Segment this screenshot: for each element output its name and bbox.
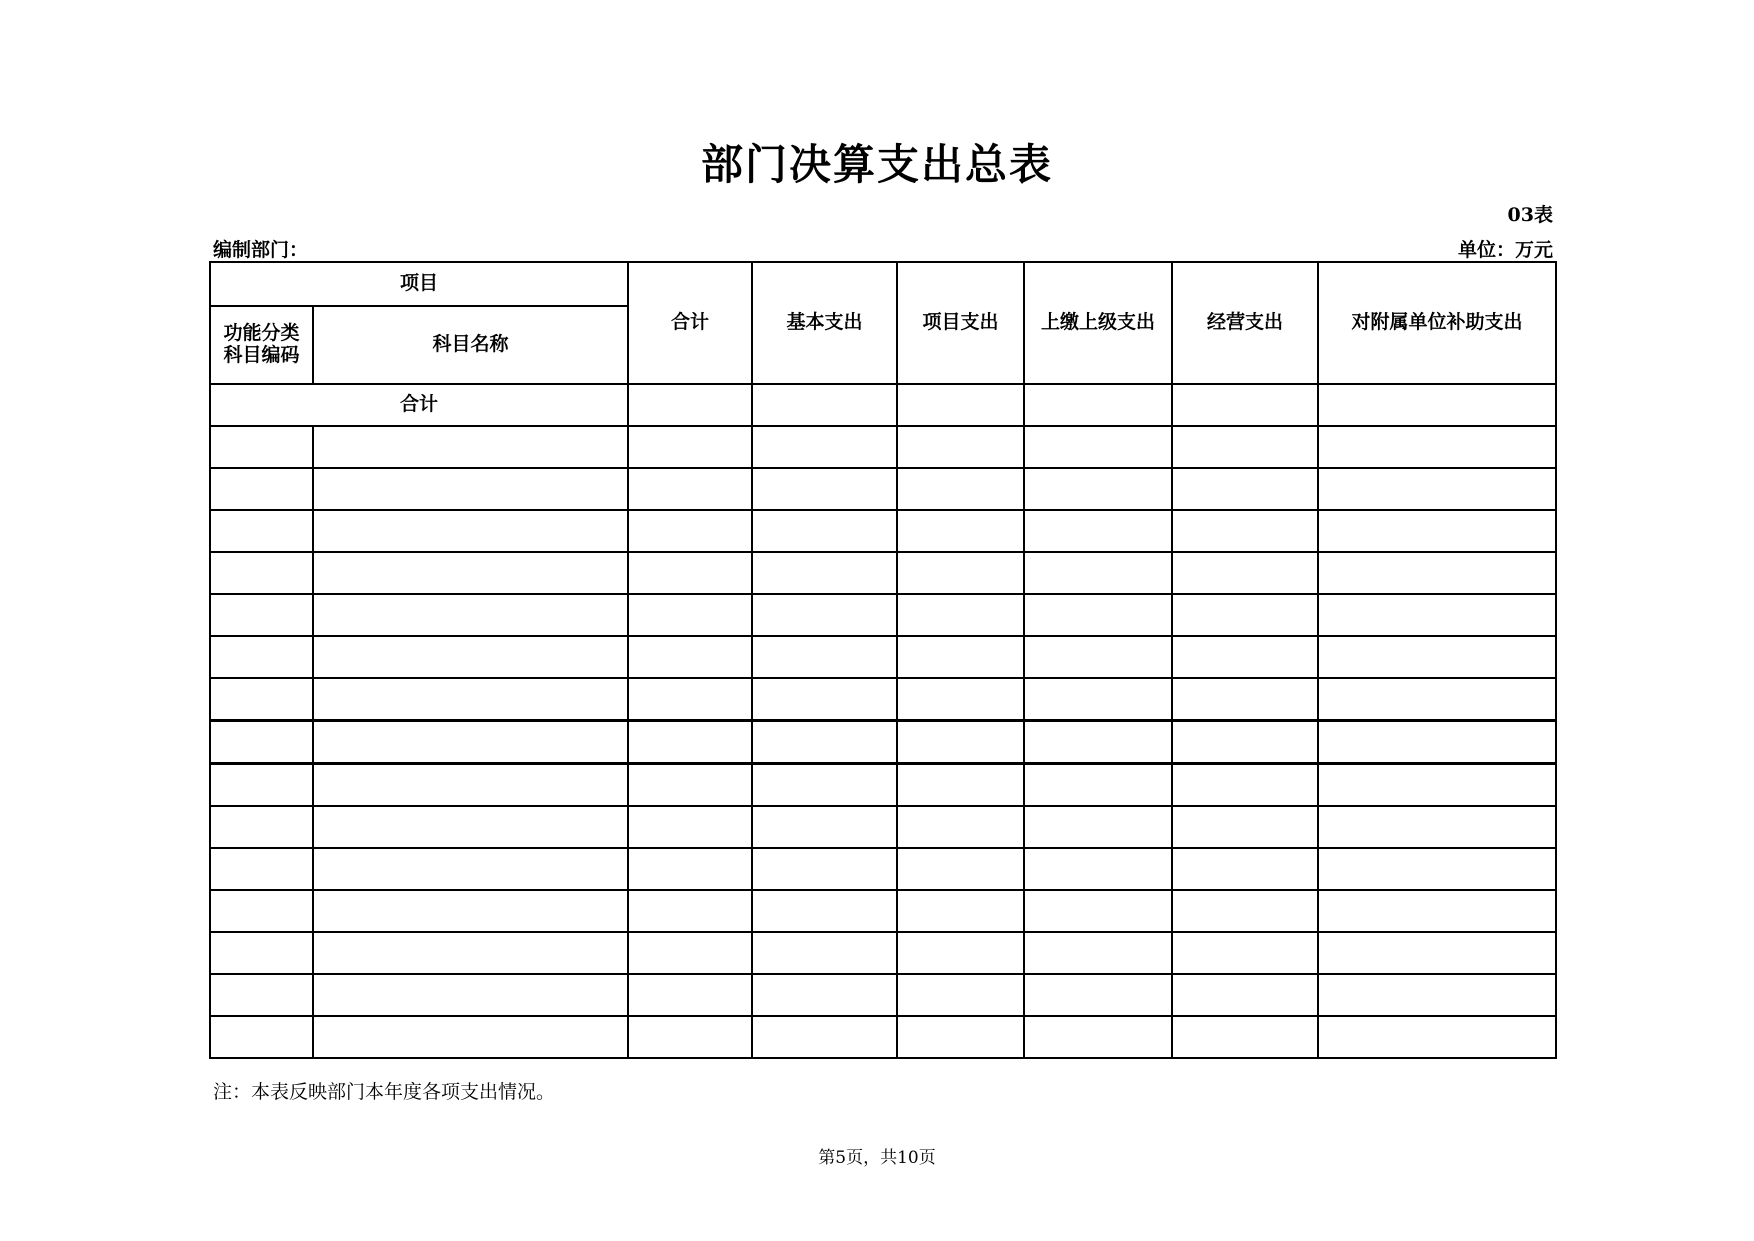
header-col-project: 项目支出 [897,262,1024,384]
row-value-cell [628,1016,752,1058]
expenditure-table [209,261,1557,1059]
row-value-cell [1024,510,1172,552]
row-value-cell [752,426,897,468]
row-value-cell [1172,594,1318,636]
row-code-cell [210,678,313,721]
row-value-cell [897,594,1024,636]
row-value-cell [1172,678,1318,721]
header-col-basic: 基本支出 [752,262,897,384]
row-value-cell [1024,1016,1172,1058]
row-value-cell [897,974,1024,1016]
row-value-cell [897,552,1024,594]
row-value-cell [628,636,752,678]
row-value-cell [1024,806,1172,848]
row-value-cell [1172,806,1318,848]
row-value-cell [1172,552,1318,594]
row-code-cell [210,636,313,678]
row-name-cell [313,1016,628,1058]
row-code-cell [210,764,313,807]
row-name-cell [313,552,628,594]
row-value-cell [752,974,897,1016]
row-value-cell [1024,848,1172,890]
row-value-cell [628,678,752,721]
row-value-cell [1024,678,1172,721]
row-value-cell [752,848,897,890]
row-name-cell [313,678,628,721]
row-value-cell [1024,468,1172,510]
row-code-cell [210,510,313,552]
row-value-cell [1318,721,1556,764]
form-number: 03表 [1507,204,1553,226]
table-row [210,426,1556,468]
row-value-cell [752,510,897,552]
row-name-cell [313,806,628,848]
row-value-cell [752,806,897,848]
row-value-cell [1172,848,1318,890]
row-value-cell [897,426,1024,468]
row-value-cell [897,721,1024,764]
row-name-cell [313,510,628,552]
row-value-cell [1172,932,1318,974]
row-value-cell [1318,848,1556,890]
total-cell [1172,384,1318,426]
row-value-cell [1318,594,1556,636]
row-value-cell [1172,468,1318,510]
row-value-cell [1318,636,1556,678]
total-cell [752,384,897,426]
row-value-cell [1318,890,1556,932]
row-code-cell [210,721,313,764]
row-value-cell [752,932,897,974]
row-value-cell [752,890,897,932]
header-col-remit: 上缴上级支出 [1024,262,1172,384]
row-value-cell [1172,974,1318,1016]
row-value-cell [1318,974,1556,1016]
row-value-cell [897,806,1024,848]
total-cell [1318,384,1556,426]
row-value-cell [628,848,752,890]
org-label: 编制部门： [213,239,309,261]
row-value-cell [1172,1016,1318,1058]
total-cell [628,384,752,426]
row-value-cell [897,636,1024,678]
header-col-total: 合计 [628,262,752,384]
table-row [210,974,1556,1016]
row-name-cell [313,890,628,932]
row-value-cell [1172,636,1318,678]
row-value-cell [628,510,752,552]
row-value-cell [1172,890,1318,932]
row-value-cell [1318,1016,1556,1058]
table-row [210,721,1556,764]
table-row [210,594,1556,636]
row-value-cell [1172,426,1318,468]
row-value-cell [1318,678,1556,721]
row-value-cell [752,764,897,807]
table-row [210,890,1556,932]
page-footer: 第5页，共10页 [818,1148,936,1168]
row-value-cell [628,468,752,510]
row-value-cell [897,468,1024,510]
row-value-cell [897,932,1024,974]
row-name-cell [313,426,628,468]
row-value-cell [628,764,752,807]
header-code: 功能分类科目编码 [210,306,313,384]
row-value-cell [628,426,752,468]
row-value-cell [1024,552,1172,594]
row-value-cell [628,552,752,594]
row-value-cell [1172,764,1318,807]
row-code-cell [210,552,313,594]
header-project: 项目 [210,262,628,306]
row-value-cell [1318,468,1556,510]
row-code-cell [210,848,313,890]
table-row [210,468,1556,510]
row-code-cell [210,974,313,1016]
row-value-cell [1024,721,1172,764]
row-value-cell [752,468,897,510]
row-value-cell [1318,806,1556,848]
header-col-subsidy: 对附属单位补助支出 [1318,262,1556,384]
row-value-cell [628,932,752,974]
total-cell [1024,384,1172,426]
row-value-cell [628,721,752,764]
row-value-cell [897,1016,1024,1058]
table-row [210,806,1556,848]
table-row [210,636,1556,678]
row-value-cell [1318,510,1556,552]
row-value-cell [897,678,1024,721]
row-value-cell [628,890,752,932]
total-label: 合计 [210,384,628,426]
row-value-cell [1024,932,1172,974]
row-name-cell [313,848,628,890]
row-name-cell [313,721,628,764]
row-value-cell [1024,426,1172,468]
row-code-cell [210,806,313,848]
row-value-cell [752,594,897,636]
row-value-cell [1024,974,1172,1016]
row-value-cell [1024,764,1172,807]
table-row [210,1016,1556,1058]
row-code-cell [210,468,313,510]
table-row [210,932,1556,974]
row-value-cell [1024,594,1172,636]
row-name-cell [313,636,628,678]
row-value-cell [752,552,897,594]
row-value-cell [897,848,1024,890]
row-code-cell [210,1016,313,1058]
row-value-cell [752,678,897,721]
row-value-cell [897,890,1024,932]
row-value-cell [752,721,897,764]
total-cell [897,384,1024,426]
row-value-cell [1024,890,1172,932]
row-code-cell [210,594,313,636]
row-code-cell [210,932,313,974]
table-row [210,552,1556,594]
row-value-cell [628,974,752,1016]
table-row [210,510,1556,552]
row-code-cell [210,426,313,468]
row-value-cell [897,764,1024,807]
row-value-cell [1318,552,1556,594]
table-row [210,678,1556,721]
table-row [210,764,1556,807]
row-code-cell [210,890,313,932]
unit-label: 单位：万元 [1457,239,1553,261]
row-value-cell [1024,636,1172,678]
page-title: 部门决算支出总表 [700,140,1053,189]
row-value-cell [1318,426,1556,468]
row-value-cell [897,510,1024,552]
row-name-cell [313,932,628,974]
row-value-cell [1172,721,1318,764]
row-name-cell [313,764,628,807]
row-name-cell [313,468,628,510]
row-name-cell [313,974,628,1016]
header-name: 科目名称 [313,306,628,384]
header-col-business: 经营支出 [1172,262,1318,384]
row-value-cell [752,636,897,678]
row-value-cell [752,1016,897,1058]
row-name-cell [313,594,628,636]
row-value-cell [1172,510,1318,552]
row-value-cell [1318,932,1556,974]
row-value-cell [628,594,752,636]
table-row [210,848,1556,890]
table-note: 注：本表反映部门本年度各项支出情况。 [213,1081,556,1103]
row-value-cell [628,806,752,848]
row-value-cell [1318,764,1556,807]
